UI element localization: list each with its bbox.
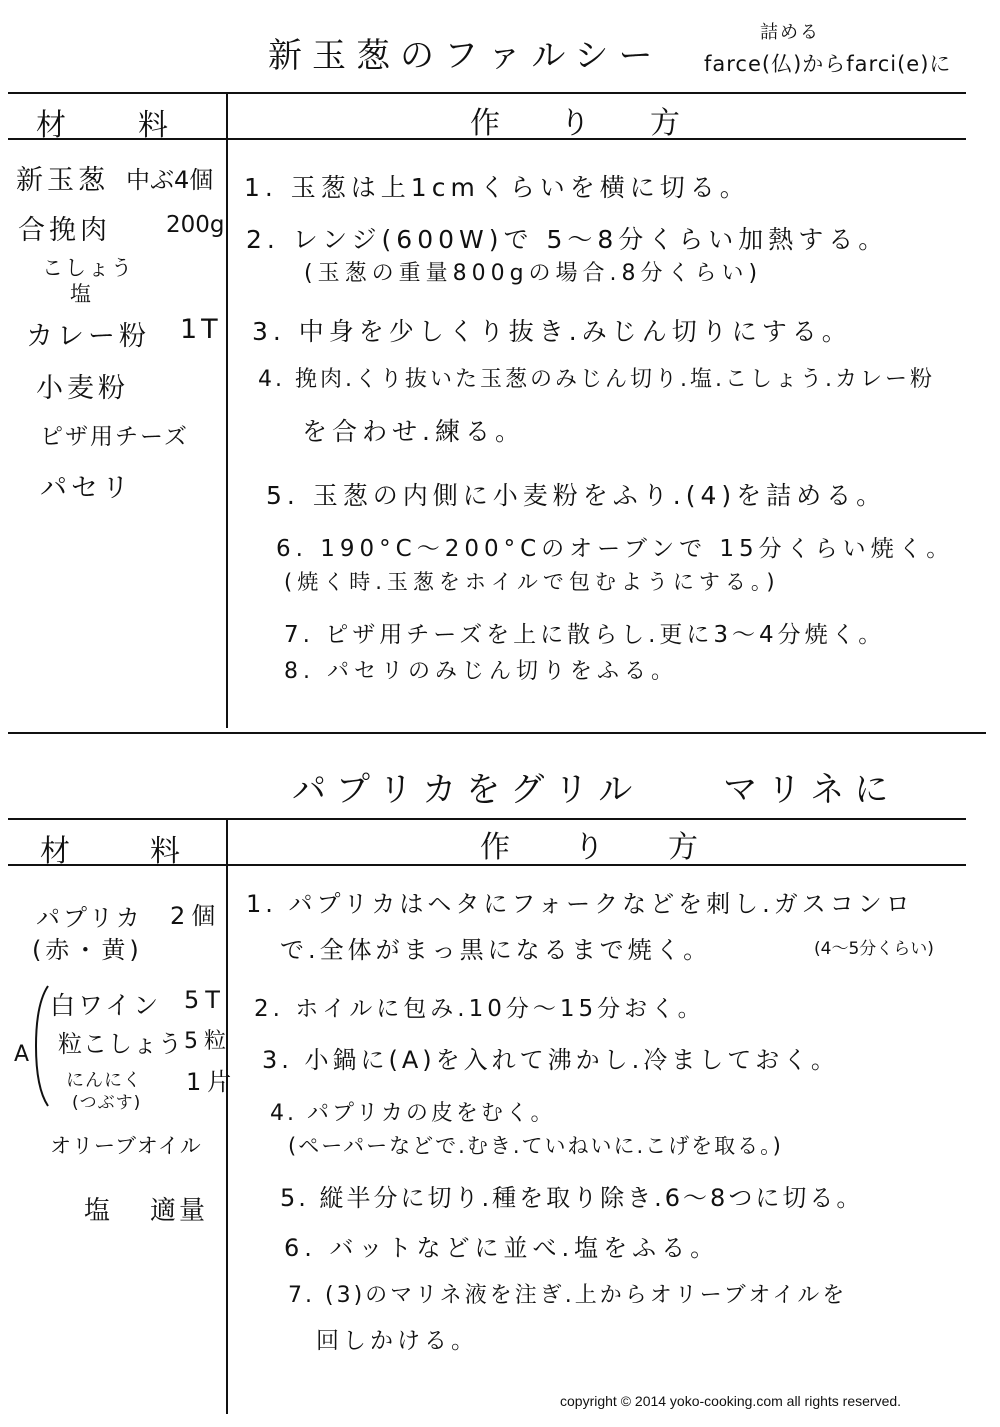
ingredient-qty: 適量 [150, 1196, 209, 1226]
ingredient-name: 合挽肉 [18, 215, 111, 246]
recipe-1-step: 7. ピザ用チーズを上に散らし.更に3〜4分焼く。 [284, 622, 886, 648]
recipe-2-column-divider [226, 818, 228, 1414]
ingredient-qty: 5T [184, 986, 226, 1014]
recipe-2-header-top-rule [8, 818, 966, 820]
group-a-label: A [14, 1042, 30, 1067]
recipe-2-step: 回しかける。 [316, 1328, 478, 1354]
recipe-1-step: 2. レンジ(600W)で 5〜8分くらい加熱する。 [246, 225, 889, 254]
recipe-2-top-rule [8, 732, 986, 734]
recipe-2-step: 1. パプリカはヘタにフォークなどを刺し.ガスコンロ [246, 890, 914, 918]
recipe-1-step: 4. 挽肉.くり抜いた玉葱のみじん切り.塩.こしょう.カレー粉 [258, 367, 935, 392]
ingredient-name: オリーブオイル [50, 1134, 202, 1158]
recipe-1-step: (焼く時.玉葱をホイルで包むようにする。) [284, 570, 780, 594]
ingredient-qty: 1片 [186, 1068, 238, 1096]
recipe-1-method-heading: 作り方 [470, 106, 740, 141]
recipe-2-step: で.全体がまっ黒になるまで焼く。 [280, 936, 712, 964]
ingredient-name: 小麦粉 [36, 373, 129, 404]
recipe-1-step: 1. 玉葱は上1cmくらいを横に切る。 [244, 173, 750, 202]
ingredient-qty: 2個 [170, 902, 222, 930]
recipe-1-step: (玉葱の重量800gの場合.8分くらい) [304, 261, 763, 286]
copyright-notice: copyright © 2014 yoko-cooking.com all rights reserved. [560, 1393, 902, 1409]
recipe-1-step: 5. 玉葱の内側に小麦粉をふり.(4)を詰める。 [266, 481, 887, 510]
recipe-2-step: 7. (3)のマリネ液を注ぎ.上からオリーブオイルを [288, 1283, 848, 1308]
recipe-2-title: パプリカをグリル マリネに [292, 770, 899, 810]
ingredient-name: (赤・黄) [32, 936, 143, 964]
recipe-1-step: を合わせ.練る。 [302, 417, 525, 446]
ingredient-name: パプリカ [36, 904, 143, 932]
recipe-2-step: 3. 小鍋に(A)を入れて沸かし.冷ましておく。 [262, 1046, 839, 1074]
ingredient-name: ピザ用チーズ [40, 424, 189, 450]
recipe-1-ingredients-heading: 材料 [36, 108, 240, 143]
ingredient-name: カレー粉 [26, 321, 150, 352]
ingredient-name: 塩 [84, 1196, 117, 1226]
ingredient-name: (つぶす) [72, 1093, 142, 1113]
recipe-2-step: (ペーパーなどで.むき.ていねいに.こげを取る。) [288, 1134, 783, 1158]
recipe-1-step: 6. 190°C〜200°Cのオーブンで 15分くらい焼く。 [276, 536, 955, 562]
recipe-1-top-rule [8, 92, 966, 94]
ingredient-name: 白ワイン [50, 991, 162, 1020]
recipe-2-step: 4. パプリカの皮をむく。 [270, 1101, 556, 1126]
recipe-1-note-top: 詰める [760, 22, 820, 43]
recipe-2-step: 6. バットなどに並べ.塩をふる。 [284, 1234, 720, 1262]
recipe-1-title: 新玉葱のファルシー [268, 36, 663, 76]
recipe-2-method-heading: 作り方 [480, 830, 762, 865]
ingredient-name: 塩 [70, 282, 97, 306]
group-a-bracket [32, 984, 52, 1108]
recipe-2-step: (4〜5分くらい) [814, 939, 934, 959]
ingredient-qty: 1T [180, 314, 222, 345]
ingredient-name: にんにく [66, 1070, 142, 1091]
ingredient-qty: 200g [166, 212, 225, 238]
ingredient-name: 粒こしょう [58, 1030, 183, 1058]
ingredient-name: こしょう [42, 256, 134, 280]
ingredient-qty: 中ぶ4個 [126, 166, 214, 194]
recipe-1-column-divider [226, 92, 228, 728]
ingredient-name: 新玉葱 [16, 165, 109, 196]
recipe-1-note: farce(仏)からfarci(e)に [704, 52, 952, 76]
recipe-2-ingredients-heading: 材料 [40, 834, 260, 869]
ingredient-qty: 5粒 [184, 1029, 232, 1054]
recipe-1-step: 8. パセリのみじん切りをふる。 [284, 659, 678, 684]
recipe-1-step: 3. 中身を少しくり抜き.みじん切りにする。 [252, 317, 852, 346]
ingredient-name: パセリ [40, 473, 133, 504]
recipe-2-step: 2. ホイルに包み.10分〜15分おく。 [254, 996, 705, 1022]
recipe-2-step: 5. 縦半分に切り.種を取り除き.6〜8つに切る。 [280, 1184, 864, 1212]
